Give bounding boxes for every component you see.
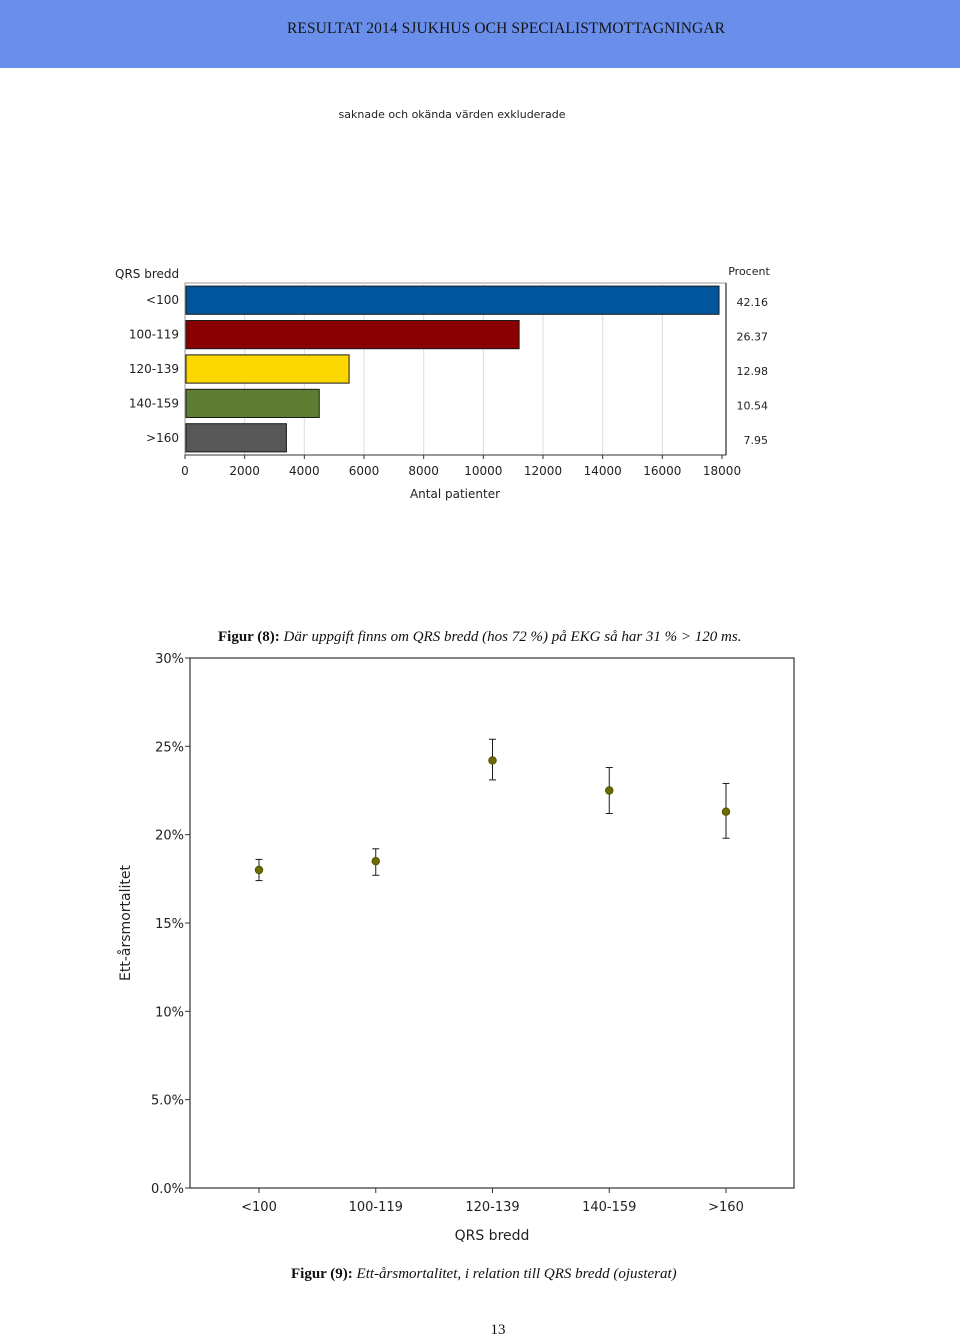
bar-chart-svg <box>0 0 960 620</box>
figure8-caption-label: Figur (8): <box>218 629 280 645</box>
err-y-tick-label: 0.0% <box>150 1182 184 1197</box>
err-y-tick-label: 25% <box>155 740 184 756</box>
bar-x-tick-label: 0 <box>181 464 189 478</box>
page-number: 13 <box>490 1322 506 1338</box>
bar-category-label: 120-139 <box>128 362 179 376</box>
bar <box>186 286 719 314</box>
figure8-caption-text: Där uppgift finns om QRS bredd (hos 72 %) på EKG så har 31 % > 120 ms. <box>283 629 742 645</box>
bar-x-tick-label: 8000 <box>408 464 439 478</box>
bar-x-tick-label: 4000 <box>289 464 320 478</box>
err-y-tick-label: 5.0% <box>150 1093 184 1109</box>
bar-category-label: 140-159 <box>128 396 179 411</box>
bar-percent-label: 42.16 <box>736 296 768 310</box>
figure9-caption-label: Figur (9): <box>291 1266 353 1282</box>
bar-category-axis-label: QRS bredd <box>115 267 180 281</box>
err-y-axis-label: Ett-årsmortalitet <box>118 865 134 981</box>
err-y-tick-label: 30% <box>155 652 184 667</box>
bar-x-axis-label: Antal patienter <box>409 487 501 501</box>
err-x-axis-label: QRS bredd <box>454 1228 530 1244</box>
bar-category-label: <100 <box>146 293 179 308</box>
err-point <box>255 866 263 874</box>
figure9-caption-text: Ett-årsmortalitet, i relation till QRS bredd (ojusterat) <box>356 1266 677 1282</box>
err-y-tick-label: 20% <box>155 828 184 844</box>
bar <box>186 355 349 383</box>
bar-category-label: 100-119 <box>128 327 179 342</box>
bar-percent-label: 12.98 <box>736 365 768 378</box>
bar-percent-label: 10.54 <box>736 399 768 413</box>
err-x-tick-label: 100-119 <box>348 1200 403 1215</box>
figure9-caption <box>291 1266 677 1283</box>
err-point <box>372 857 380 865</box>
bar-percent-label: 7.95 <box>743 433 768 447</box>
bar-x-tick-label: 18000 <box>702 464 742 478</box>
bar-x-tick-label: 10000 <box>464 464 503 478</box>
bar-percent-label: 26.37 <box>736 330 768 344</box>
bar <box>186 389 319 417</box>
err-point <box>489 757 497 765</box>
err-x-tick-label: 120-139 <box>465 1200 520 1215</box>
err-y-tick-label: 15% <box>155 917 184 932</box>
err-x-tick-label: 140-159 <box>582 1200 637 1215</box>
bar-x-tick-label: 16000 <box>643 464 682 478</box>
err-x-tick-label: <100 <box>241 1200 277 1215</box>
bar-category-label: >160 <box>146 430 179 445</box>
err-y-tick-label: 10% <box>155 1005 184 1021</box>
bar-x-tick-label: 14000 <box>583 464 622 478</box>
err-plot-frame <box>190 658 794 1188</box>
bar-x-tick-label: 12000 <box>523 464 563 478</box>
err-x-tick-label: >160 <box>708 1200 744 1215</box>
bar-percent-header: Procent <box>728 265 770 278</box>
header-title: RESULTAT 2014 SJUKHUS OCH SPECIALISTMOTTAGNINGAR <box>286 20 726 37</box>
err-point <box>605 787 613 795</box>
bar-x-tick-label: 6000 <box>348 464 380 478</box>
bar <box>186 320 519 348</box>
err-point <box>722 808 730 816</box>
bar-chart-title: saknade och okända värden exkluderade <box>338 108 566 121</box>
bar-x-tick-label: 2000 <box>229 464 260 478</box>
bar <box>186 424 286 452</box>
figure8-caption <box>218 629 741 646</box>
